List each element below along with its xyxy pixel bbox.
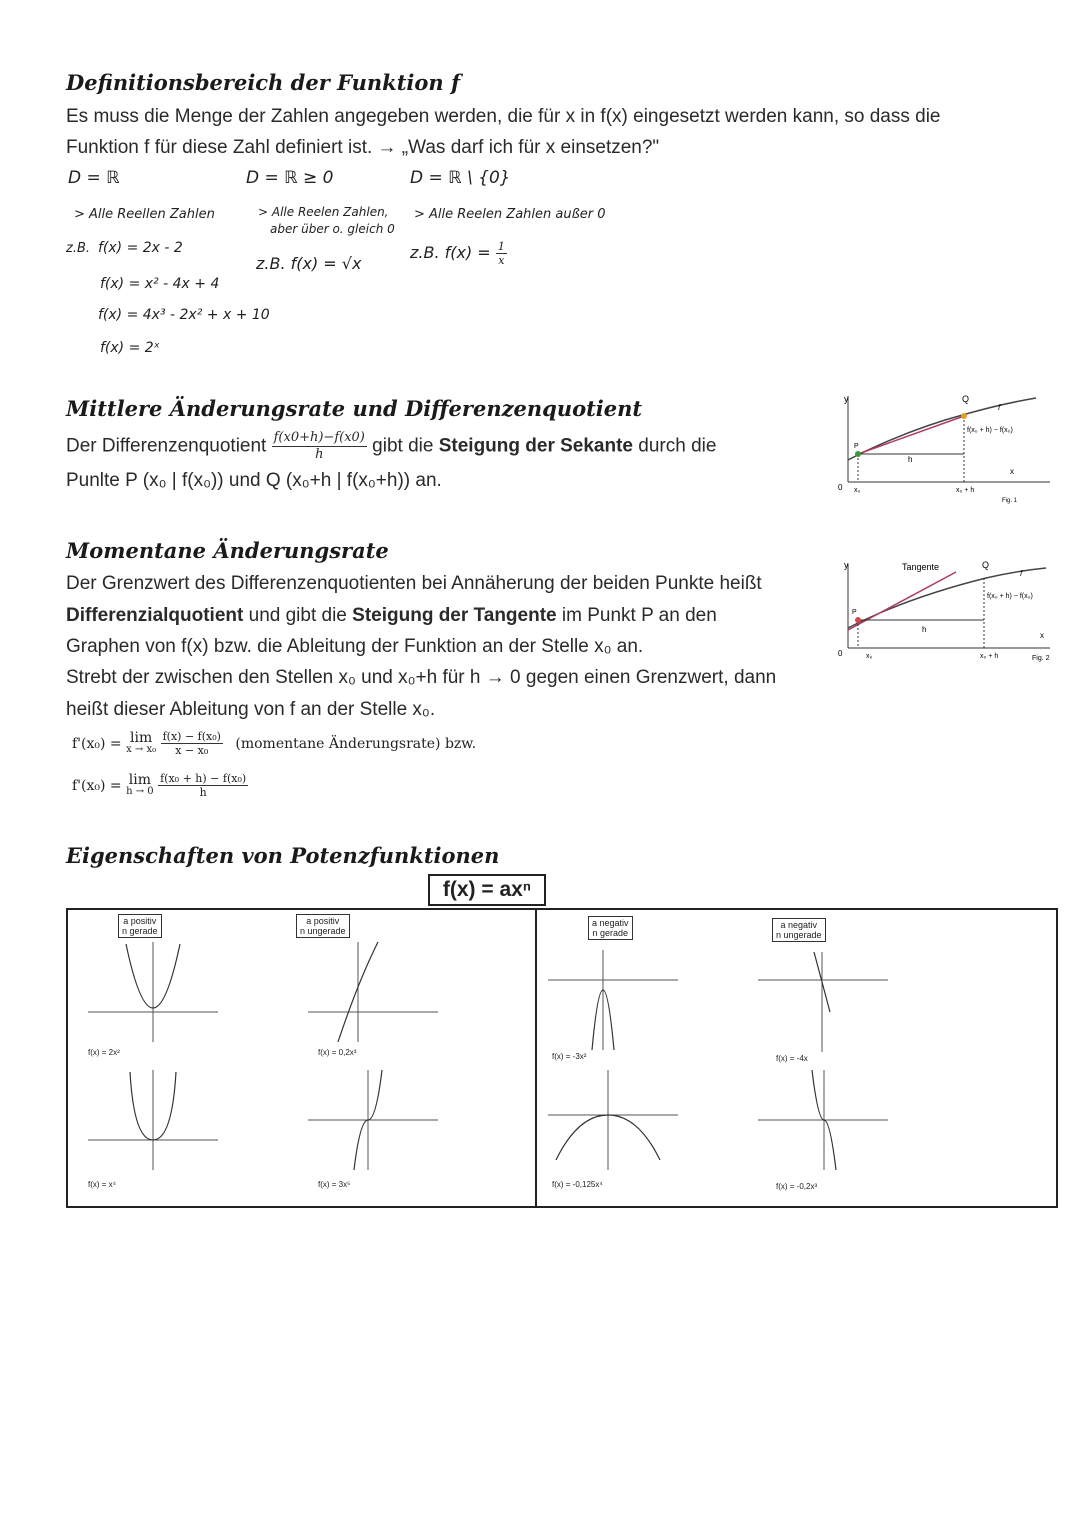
line2-mid: und gibt die [248,605,347,626]
col1-example-3: f(x) = 4x³ - 2x² + x + 10 [98,307,270,323]
derivative-formula-2 [72,772,248,799]
formula1-fraction [161,730,223,757]
col2-description-1: > Alle Reelen Zahlen, [258,205,389,219]
fraction-numerator: f(x) − f(x₀) [162,730,221,743]
lim-subscript: h → 0 [126,785,154,797]
fraction-numerator: 1 [497,240,505,253]
section-title-potenzfunktionen: Eigenschaften von Potenzfunktionen [66,843,500,868]
label-y: y [844,394,849,404]
label-tangente: Tangente [902,562,940,572]
column1-label-n: n gerade [122,926,158,936]
label-f: f [1020,569,1023,578]
definition-text-line2: Funktion f für diese Zahl definiert ist. → „Was darf ich für x einsetzen?" [66,137,660,158]
derivative-formula-1 [72,730,476,757]
column2-label [296,914,350,938]
graph-neg0-2x3 [758,1070,888,1170]
label-zero: 0 [838,483,843,492]
label-f: f [998,403,1001,412]
col3-description: > Alle Reelen Zahlen außer 0 [414,207,606,222]
bold-tangent-slope: Steigung der Tangente [352,605,557,626]
fraction-denominator: h [199,786,207,799]
graph-label-c1-top: f(x) = 2x² [88,1048,120,1057]
domain-nonzero: D = ℝ \ {0} [410,168,511,188]
definition-text-line1: Es muss die Menge der Zahlen angegeben werden, die für x in f(x) eingesetzt werden kann, so dass die [66,106,941,127]
figure-caption: Fig. 1 [1002,498,1018,504]
label-x0h: x₀ + h [980,653,999,660]
lim-subscript: x → x₀ [126,743,157,755]
label-q: Q [962,394,970,404]
lim-text: lim [128,771,151,788]
col1-description: > Alle Reellen Zahlen [74,207,215,222]
graph-x4 [88,1070,218,1170]
graph-label-c4-bottom: f(x) = -0,2x³ [776,1182,818,1191]
graph-label-c4-top: f(x) = -4x [776,1054,808,1063]
col1-example-2: f(x) = x² - 4x + 4 [100,276,220,292]
formula1-note: (momentane Änderungsrate) bzw. [235,735,477,752]
formula1-lhs: f'(x₀) = [72,735,122,752]
figure-tangent [836,558,1066,673]
graph-neg4x [758,952,888,1052]
label-x0: x₀ [854,487,861,494]
label-p: P [854,443,859,450]
domain-nonneg: D = ℝ ≥ 0 [246,168,334,188]
column1-label [118,914,162,938]
point-q [961,413,967,419]
momentane-line2 [66,600,717,631]
tangent-line [848,572,956,630]
mittlere-text-c: durch die [638,435,717,457]
figure-tangent-svg [836,558,1066,673]
domain-real: D = ℝ [68,168,120,188]
point-p [855,451,861,457]
label-p: P [852,609,857,616]
formula1-limit [126,729,157,756]
label-y: y [844,560,849,570]
label-x0: x₀ [866,653,873,660]
column3-label-a: a negativ [592,918,629,928]
label-diff: f(x₀ + h) − f(x₀) [967,427,1013,434]
fraction-numerator: f(x0+h)−f(x0) [273,430,365,445]
col2-example: z.B. f(x) = √x [256,254,362,273]
column2-label-n: n ungerade [300,926,346,936]
formula2-lhs: f'(x₀) = [72,777,122,794]
label-x: x [1010,467,1014,476]
col1-example-4: f(x) = 2ˣ [100,340,160,356]
col1-example-prefix: z.B. [66,241,91,256]
mittlere-text-a: Der Differenzenquotient [66,435,267,457]
label-h: h [922,625,927,634]
graph-0-2x3 [308,942,438,1042]
figure-secant [836,390,1066,510]
secant-line [858,416,964,454]
column4-label-a: a negativ [780,920,818,930]
label-q: Q [982,560,990,570]
label-h: h [908,455,913,464]
graph-label-c3-top: f(x) = -3x² [552,1052,587,1061]
momentane-line4: Strebt der zwischen den Stellen x₀ und x₀+h für h → 0 gegen einen Grenzwert, dann [66,667,777,688]
section-title-definitionsbereich: Definitionsbereich der Funktion f [66,70,461,95]
power-function-formula: f(x) = axⁿ [428,874,546,906]
momentane-line1: Der Grenzwert des Differenzenquotienten bei Annäherung der beiden Punkte heißt [66,573,762,594]
col2-description-2: aber über o. gleich 0 [270,222,395,236]
table-divider [535,910,537,1206]
mittlere-text-line2: Punlte P (x₀ | f(x₀)) und Q (x₀+h | f(x₀+h)) an. [66,470,442,491]
momentane-line5: heißt dieser Ableitung von f an der Stelle x₀. [66,699,436,720]
label-zero: 0 [838,649,843,658]
mittlere-text-line1 [66,430,836,463]
graph-neg0-125x4 [548,1070,678,1170]
column3-label [588,916,633,940]
label-x: x [1040,631,1044,640]
section-title-momentane: Momentane Änderungsrate [66,538,389,563]
line2-end: im Punkt P an den [561,605,717,626]
graph-label-c1-bottom: f(x) = x⁴ [88,1180,117,1189]
point-p [855,617,861,623]
col1-example-1: f(x) = 2x - 2 [98,240,183,256]
column1-label-a: a positiv [123,916,157,926]
difference-quotient-fraction [272,430,367,463]
power-functions-table [66,908,1058,1208]
mittlere-text-b: gibt die [372,435,434,457]
col3-example-fraction [496,240,507,267]
bold-differenzialquotient: Differenzialquotient [66,605,244,626]
graph-label-c3-bottom: f(x) = -0,125x⁴ [552,1180,603,1189]
fraction-denominator: h [315,447,324,462]
label-diff: f(x₀ + h) − f(x₀) [987,593,1033,600]
column4-label-n: n ungerade [776,930,822,940]
formula2-limit [126,771,154,798]
fraction-denominator: x − x₀ [175,744,209,757]
graph-label-c2-top: f(x) = 0,2x³ [318,1048,357,1057]
figure-secant-svg [836,390,1066,510]
graph-2x2 [88,942,218,1042]
column4-label [772,918,826,942]
graph-label-c2-bottom: f(x) = 3x⁵ [318,1180,351,1189]
formula2-fraction [158,772,248,799]
fraction-denominator: x [498,254,505,267]
col3-example [410,240,507,267]
fraction-numerator: f(x₀ + h) − f(x₀) [160,772,247,785]
lim-text: lim [130,729,153,746]
col3-example-prefix: z.B. f(x) = [410,243,491,262]
graph-3x5 [308,1070,438,1170]
mittlere-bold-secant: Steigung der Sekante [438,435,634,457]
figure-caption: Fig. 2 [1032,655,1050,662]
column2-label-a: a positiv [306,916,340,926]
column3-label-n: n gerade [592,928,629,938]
momentane-line3: Graphen von f(x) bzw. die Ableitung der Funktion an der Stelle x₀ an. [66,636,644,657]
section-title-mittlere: Mittlere Änderungsrate und Differenzenquotient [66,396,643,421]
graph-neg3x2 [548,950,678,1050]
label-x0h: x₀ + h [956,487,975,494]
